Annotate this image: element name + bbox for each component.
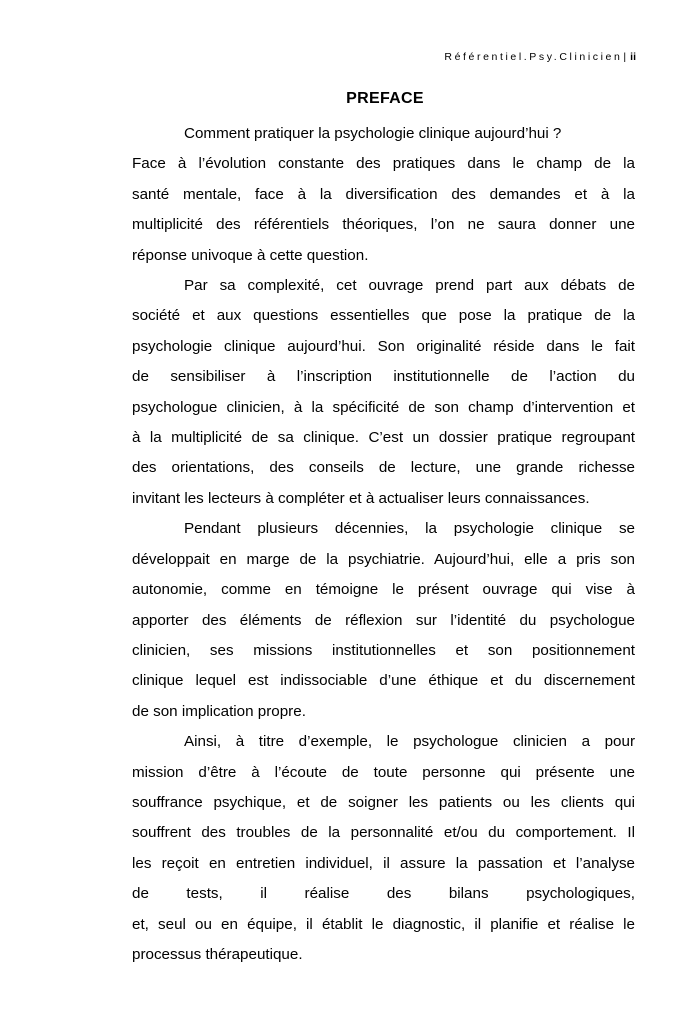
paragraph-1 — [132, 119, 635, 149]
text-line: à la multiplicité de sa clinique. C’est un dossier pratique regroupant — [132, 429, 635, 447]
text-line: multiplicité des référentiels théoriques, l’on ne saura donner une — [132, 216, 635, 234]
text-line: apporter des éléments de réflexion sur l’identité du psychologue — [132, 611, 635, 629]
text-line: psychologie clinique aujourd’hui. Son originalité réside dans le fait — [132, 337, 635, 355]
text-line: souffrent des troubles de la personnalité et/ou du comportement. Il — [132, 824, 635, 842]
text-line: Face à l’évolution constante des pratiques dans le champ de la — [132, 155, 635, 173]
text-line: les reçoit en entretien individuel, il assure la passation et l’analyse — [132, 854, 635, 872]
text-line: Ainsi, à titre d’exemple, le psychologue clinicien a pour — [184, 733, 635, 751]
text-line: clinique lequel est indissociable d’une éthique et du discernement — [132, 672, 635, 690]
text-line: psychologue clinicien, à la spécificité de son champ d’intervention et — [132, 398, 635, 416]
running-header — [444, 51, 636, 63]
text-line: Par sa complexité, cet ouvrage prend part aux débats de — [184, 277, 635, 295]
page-number: ii — [630, 51, 636, 63]
paragraph-3 — [132, 271, 635, 514]
text-line: mission d’être à l’écoute de toute personne qui présente une — [132, 763, 635, 781]
paragraph-2 — [132, 149, 635, 271]
text-line: développait en marge de la psychiatrie. Aujourd’hui, elle a pris son — [132, 550, 635, 568]
text-line: réponse univoque à cette question. — [132, 246, 369, 264]
text-line: invitant les lecteurs à compléter et à actualiser leurs connaissances. — [132, 489, 590, 507]
text-line: souffrance psychique, et de soigner les patients ou les clients qui — [132, 793, 635, 811]
text-line: de sensibiliser à l’inscription institutionnelle de l’action du — [132, 368, 635, 386]
page-title: PREFACE — [346, 90, 424, 107]
text-line: processus thérapeutique. — [132, 945, 303, 963]
text-line: société et aux questions essentielles que pose la pratique de la — [132, 307, 635, 325]
body-text — [132, 119, 635, 970]
text-line: autonomie, comme en témoigne le présent ouvrage qui vise à — [132, 581, 635, 599]
paragraph-5 — [132, 727, 635, 970]
text-line: Comment pratiquer la psychologie clinique aujourd’hui ? — [184, 125, 562, 142]
text-line: des orientations, des conseils de lecture, une grande richesse — [132, 459, 635, 477]
running-header-title: Référentiel.Psy.Clinicien — [444, 51, 623, 63]
paragraph-4 — [132, 514, 635, 727]
text-line: de son implication propre. — [132, 702, 306, 720]
running-header-separator: | — [623, 51, 627, 63]
text-line: et, seul ou en équipe, il établit le diagnostic, il planifie et réalise le — [132, 915, 635, 933]
text-line: clinicien, ses missions institutionnelles et son positionnement — [132, 641, 635, 659]
text-line: de tests, il réalise des bilans psychologiques, — [132, 885, 635, 903]
text-line: santé mentale, face à la diversification des demandes et à la — [132, 185, 635, 203]
text-line: Pendant plusieurs décennies, la psychologie clinique se — [184, 520, 635, 538]
